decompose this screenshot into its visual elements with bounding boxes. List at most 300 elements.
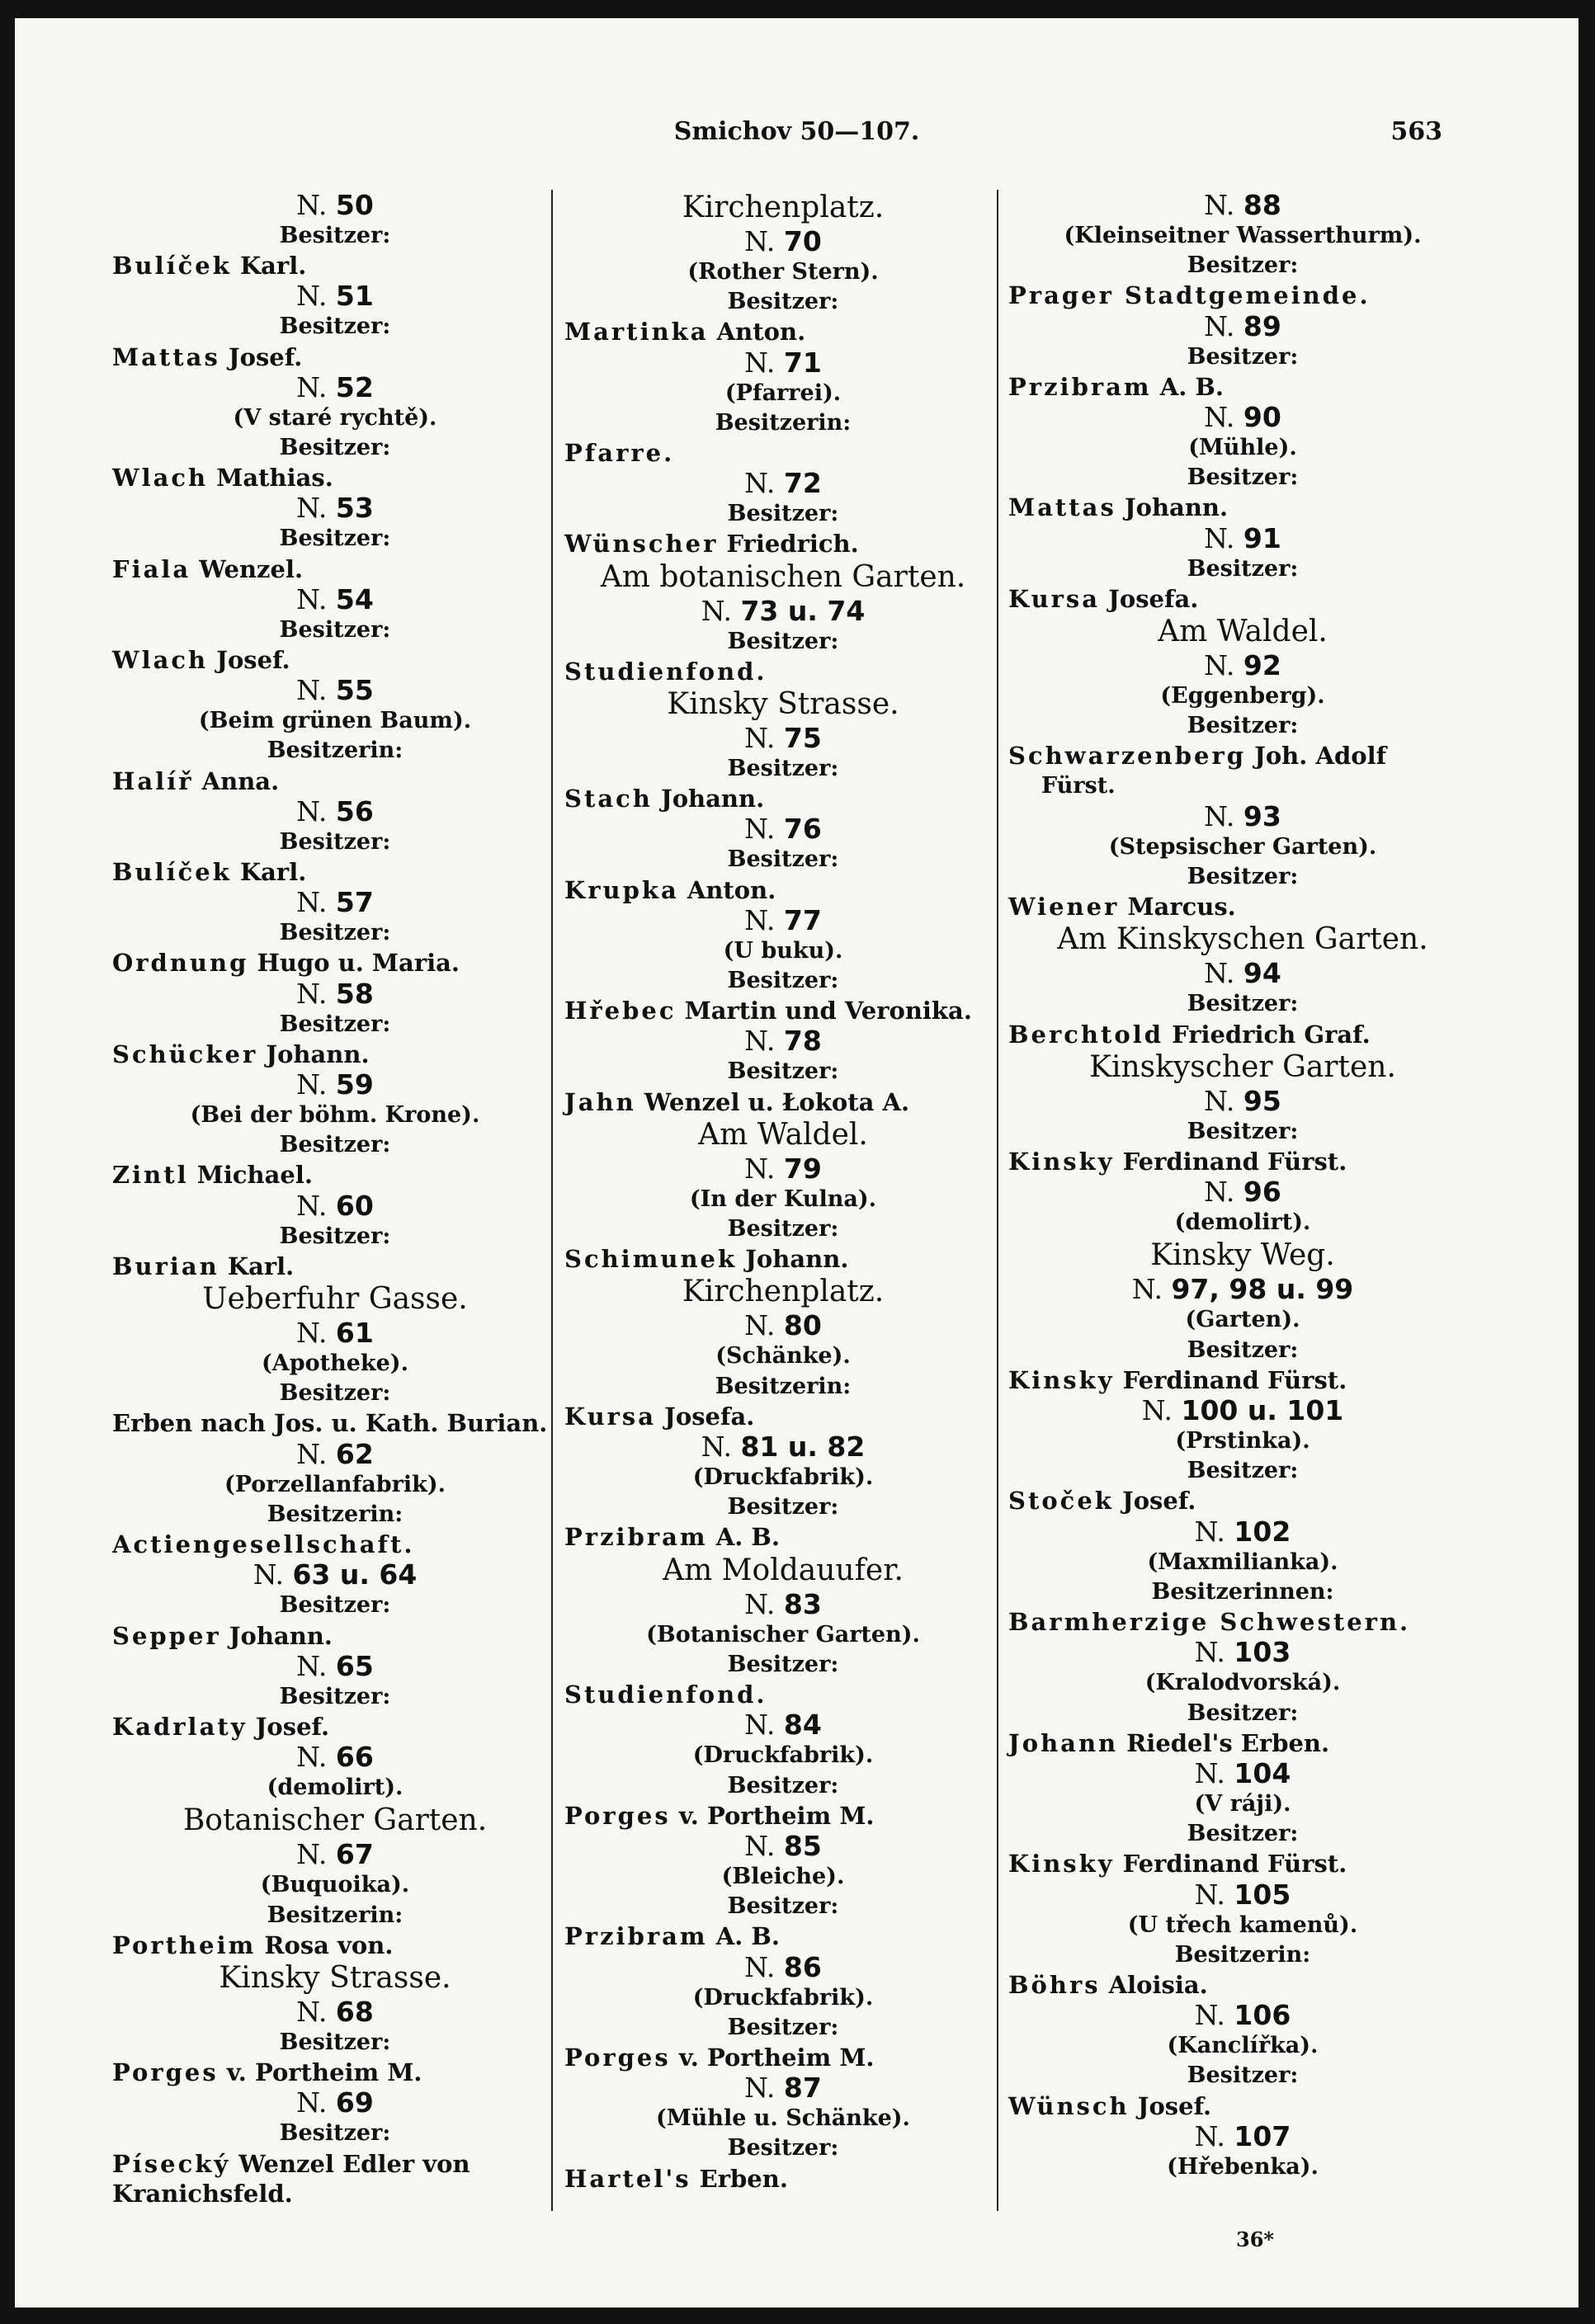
house-number [1008, 1395, 1477, 1426]
number-prefix: N. [744, 722, 784, 755]
number-value: 91 [1243, 521, 1281, 554]
house-name: (V ráji). [1194, 1790, 1291, 1817]
owner-given: Riedel's Erben. [1118, 1728, 1330, 1757]
house-number [112, 1742, 558, 1773]
owner-label: Besitzer: [1187, 464, 1299, 491]
number-prefix: N. [1194, 1999, 1234, 2032]
number-value: 80 [783, 1309, 822, 1342]
owner-name [564, 2043, 1002, 2072]
number-value: 75 [783, 722, 822, 755]
owner-label: Besitzer: [279, 1683, 391, 1709]
owner-name [564, 1680, 1002, 1709]
owner-given: Josef. [1129, 2091, 1212, 2120]
owner-given: Erben nach Jos. u. Kath. Burian. [112, 1409, 548, 1438]
house-name: (Kleinseitner Wasserthurm). [1064, 223, 1422, 248]
owner-name [1008, 1849, 1477, 1879]
house-number [112, 796, 558, 827]
owner-label: Besitzer: [279, 1223, 391, 1249]
number-value: 72 [783, 467, 822, 500]
owner-name [112, 766, 558, 796]
owner-label: Besitzer: [727, 2014, 839, 2040]
owner-continuation: Fürst. [1041, 772, 1116, 799]
number-value: 52 [335, 370, 374, 403]
owner-label: Besitzerin: [267, 1501, 403, 1527]
owner-surname: Kinsky [1008, 1850, 1115, 1879]
number-prefix: N. [1194, 1515, 1234, 1548]
owner-surname: Halíř [112, 766, 194, 795]
owner-surname: Johann [1008, 1728, 1119, 1757]
owner-name [1008, 1020, 1477, 1049]
owner-surname: Portheim [112, 1930, 257, 1959]
number-prefix: N. [1204, 957, 1243, 990]
number-prefix: N. [1204, 189, 1243, 221]
number-value: 56 [335, 794, 374, 827]
owner-given: Hugo u. Maria. [248, 949, 460, 978]
owner-given: v. Portheim M. [670, 1801, 875, 1830]
house-number [1008, 958, 1477, 989]
street-heading: Kinsky Strasse. [219, 1960, 451, 1995]
owner-label: Besitzer: [279, 1132, 391, 1158]
house-name: (Stepsischer Garten). [1108, 833, 1377, 860]
house-name: (Druckfabrik). [692, 1984, 874, 2011]
owner-label: Besitzer: [279, 223, 391, 248]
owner-surname: Bulíček [112, 252, 232, 280]
column-1 [112, 190, 558, 2219]
owner-label: Besitzer: [279, 1380, 391, 1407]
number-value: 93 [1243, 799, 1281, 832]
owner-surname: Stach [564, 785, 653, 813]
owner-surname: Schimunek [564, 1245, 738, 1274]
owner-name [1008, 1970, 1477, 2000]
number-prefix: N. [1204, 521, 1243, 554]
owner-label: Besitzer: [1187, 343, 1299, 370]
number-prefix: N. [744, 346, 784, 379]
owner-label: Besitzer: [1187, 1336, 1299, 1363]
owner-name [564, 996, 1002, 1025]
owner-label: Besitzer: [279, 2029, 391, 2055]
number-prefix: N. [296, 977, 336, 1010]
owner-given: Josefa. [1100, 584, 1199, 613]
owner-name [564, 529, 1002, 559]
owner-name [1008, 1728, 1477, 1758]
number-prefix: N. [744, 813, 784, 846]
house-name: (Buquoika). [260, 1872, 410, 1898]
number-value: 90 [1243, 401, 1281, 434]
owner-name [1008, 493, 1477, 522]
number-value: 86 [783, 1950, 822, 1983]
house-number [112, 1839, 558, 1870]
number-value: 87 [783, 2072, 822, 2105]
owner-surname: Wlach [112, 464, 209, 493]
number-value: 94 [1243, 957, 1281, 990]
number-value: 58 [335, 977, 374, 1010]
owner-surname: Wünscher [564, 530, 719, 559]
house-number [564, 226, 1002, 257]
number-prefix: N. [1204, 401, 1243, 434]
owner-surname: Kursa [1008, 584, 1101, 613]
owner-name [112, 342, 558, 372]
owner-name [112, 251, 558, 280]
owner-name [112, 1930, 558, 1960]
owner-surname: Fiala [112, 554, 191, 583]
house-number [112, 675, 558, 706]
number-prefix: N. [744, 1950, 784, 1983]
street-heading: Ueberfuhr Gasse. [202, 1282, 468, 1317]
number-value: 51 [335, 280, 374, 313]
owner-label: Besitzer: [279, 920, 391, 946]
owner-surname: Wünsch [1008, 2091, 1130, 2120]
owner-name [564, 317, 1002, 346]
house-name: (Rother Stern). [687, 259, 879, 285]
number-prefix: N. [701, 594, 741, 627]
house-number [564, 596, 1002, 627]
owner-name [564, 1921, 1002, 1951]
owner-given: Kranichsfeld. [112, 2179, 293, 2208]
owner-given: Joh. Adolf [1246, 742, 1387, 771]
owner-surname: Zintl [112, 1161, 189, 1190]
owner-surname: Schücker [112, 1039, 258, 1068]
street-heading: Kirchenplatz. [682, 1275, 885, 1309]
house-name: (Beim grünen Baum). [198, 708, 472, 734]
owner-name [112, 1621, 558, 1651]
house-name: (Bleiche). [721, 1863, 845, 1889]
owner-label: Besitzer: [279, 1592, 391, 1619]
house-number [1008, 1879, 1477, 1911]
house-name: (Porzellanfabrik). [224, 1471, 446, 1497]
house-name: (Mühle u. Schänke). [656, 2105, 910, 2132]
number-value: 104 [1234, 1756, 1291, 1789]
number-prefix: N. [1194, 1636, 1234, 1669]
owner-label: Besitzer: [279, 616, 391, 643]
number-prefix: N. [296, 1437, 336, 1470]
number-prefix: N. [1204, 1084, 1243, 1117]
house-number [112, 978, 558, 1010]
owner-label: Besitzer: [279, 2120, 391, 2147]
number-value: 95 [1243, 1084, 1281, 1117]
number-prefix: N. [1194, 1878, 1234, 1911]
street-heading: Kirchenplatz. [682, 191, 885, 224]
house-name: (Druckfabrik). [692, 1464, 874, 1491]
number-prefix: N. [296, 1838, 336, 1871]
number-value: 63 u. 64 [292, 1558, 418, 1591]
owner-surname: Kadrlaty [112, 1712, 248, 1741]
owner-surname: Písecký [112, 2149, 231, 2178]
owner-surname: Burian [112, 1252, 219, 1280]
number-prefix: N. [1194, 1756, 1234, 1789]
owner-label: Besitzer: [1187, 1458, 1299, 1484]
owner-label: Besitzer: [1187, 1821, 1299, 1847]
house-number [564, 468, 1002, 499]
owner-label: Besitzer: [727, 1893, 839, 1920]
owner-name [112, 1530, 558, 1559]
number-value: 67 [335, 1838, 374, 1871]
owner-surname: Mattas [112, 342, 220, 371]
owner-given: v. Portheim M. [670, 2043, 875, 2072]
owner-surname: Ordnung [112, 949, 249, 978]
number-value: 88 [1243, 189, 1281, 221]
owner-given: Josefa. [656, 1402, 755, 1431]
owner-label: Besitzer: [279, 435, 391, 461]
house-number [564, 1025, 1002, 1057]
number-value: 73 u. 74 [740, 594, 866, 627]
house-name: (U buku). [723, 937, 843, 964]
number-prefix: N. [1194, 2119, 1234, 2152]
owner-given: Erben. [691, 2164, 788, 2193]
owner-label: Besitzerin: [267, 738, 403, 764]
owner-given: Martin und Veronika. [676, 997, 972, 1025]
house-number [112, 1651, 558, 1682]
number-prefix: N. [296, 674, 336, 707]
number-value: 105 [1234, 1878, 1291, 1911]
owner-label: Besitzer: [727, 846, 839, 873]
number-value: 96 [1243, 1176, 1281, 1209]
owner-given: Michael. [188, 1161, 313, 1190]
house-name: (Hřebenka). [1167, 2153, 1319, 2180]
owner-name [1008, 1486, 1477, 1516]
number-value: 100 u. 101 [1181, 1394, 1344, 1427]
owner-label: Besitzer: [1187, 1699, 1299, 1726]
owner-name [112, 554, 558, 584]
street-heading: Am Moldauufer. [663, 1553, 904, 1587]
owner-name [112, 1252, 558, 1281]
number-prefix: N. [744, 1829, 784, 1862]
street-heading: Kinskyscher Garten. [1089, 1049, 1396, 1084]
house-number [564, 1431, 1002, 1463]
street-heading: Kinsky Weg. [1150, 1238, 1335, 1273]
owner-label: Besitzerin: [267, 1902, 403, 1928]
street-heading: Am botanischen Garten. [600, 559, 966, 594]
number-value: 85 [783, 1829, 822, 1862]
number-prefix: N. [744, 1152, 784, 1185]
house-number [1008, 523, 1477, 554]
number-prefix: N. [296, 1317, 336, 1350]
street-heading: Am Waldel. [1158, 615, 1328, 649]
owner-label: Besitzer: [1187, 2062, 1299, 2089]
owner-given: Johann. [1116, 493, 1229, 522]
street-heading: Am Kinskyschen Garten. [1057, 922, 1428, 957]
house-number [1008, 1758, 1477, 1789]
owner-label: Besitzer: [1187, 864, 1299, 890]
owner-given: Ferdinand Fürst. [1114, 1850, 1347, 1879]
house-number [564, 1589, 1002, 1620]
signature-mark: 36* [1236, 2227, 1274, 2251]
owner-name [564, 1244, 1002, 1274]
owner-given: Friedrich Graf. [1163, 1020, 1371, 1049]
number-prefix: N. [296, 886, 336, 919]
house-name: (Eggenberg). [1160, 683, 1325, 709]
house-number [564, 813, 1002, 845]
house-name: (Botanischer Garten). [646, 1621, 920, 1648]
owner-label: Besitzer: [279, 526, 391, 552]
owner-name [1008, 1365, 1477, 1395]
owner-label: Besitzer: [1187, 252, 1299, 279]
owner-name [112, 948, 558, 978]
house-number [1008, 2121, 1477, 2152]
house-name: (V staré rychtě). [233, 404, 437, 431]
owner-surname: Hartel's [564, 2164, 691, 2193]
number-prefix: N. [1204, 1176, 1243, 1209]
owner-surname: Porges [112, 2058, 219, 2087]
number-prefix: N. [296, 492, 336, 525]
number-prefix: N. [296, 582, 336, 615]
house-number [564, 1310, 1002, 1341]
owner-name [564, 657, 1002, 686]
owner-surname: Mattas [1008, 493, 1116, 522]
number-prefix: N. [701, 1431, 741, 1464]
number-prefix: N. [296, 1189, 336, 1222]
number-value: 89 [1243, 309, 1281, 342]
owner-given: Johann. [652, 785, 765, 813]
number-prefix: N. [296, 370, 336, 403]
owner-surname: Przibram [564, 1523, 708, 1552]
owner-name [112, 1712, 558, 1742]
street-heading: Botanischer Garten. [182, 1803, 488, 1838]
number-value: 68 [335, 1995, 374, 2028]
house-number [1008, 1637, 1477, 1668]
owner-given: Karl. [231, 252, 307, 280]
owner-surname: Bulíček [112, 858, 232, 887]
number-prefix: N. [1204, 309, 1243, 342]
number-value: 77 [783, 903, 822, 936]
owner-label: Besitzerin: [715, 1373, 852, 1399]
street-heading: Am Waldel. [698, 1117, 868, 1152]
number-value: 97, 98 u. 99 [1171, 1273, 1354, 1306]
number-prefix: N. [744, 225, 784, 257]
owner-name [564, 1402, 1002, 1431]
house-number [1008, 190, 1477, 221]
number-value: 66 [335, 1741, 374, 1774]
house-number [1008, 311, 1477, 342]
owner-name [112, 645, 558, 675]
column-rule-1 [551, 190, 553, 2211]
number-value: 79 [783, 1152, 822, 1185]
number-prefix: N. [296, 794, 336, 827]
owner-given: A. B. [707, 1922, 781, 1951]
number-value: 70 [783, 225, 822, 257]
number-value: 107 [1234, 2119, 1291, 2152]
house-name: (Pfarrei). [724, 379, 842, 406]
number-value: 65 [335, 1649, 374, 1682]
owner-given: Wenzel u. Łokota A. [635, 1087, 910, 1116]
owner-name [564, 1801, 1002, 1831]
house-number [112, 493, 558, 524]
owner-label: Besitzer: [727, 1216, 839, 1242]
owner-surname: Schwarzenberg [1008, 742, 1247, 771]
house-name: (demolirt). [267, 1775, 403, 1801]
owner-given: v. Portheim M. [218, 2058, 422, 2087]
house-number [564, 2072, 1002, 2104]
owner-name [1008, 1147, 1477, 1176]
owner-label: Besitzer: [727, 1058, 839, 1085]
owner-given: A. B. [707, 1523, 781, 1552]
number-prefix: N. [296, 2086, 336, 2119]
house-number [564, 1709, 1002, 1741]
house-number [112, 372, 558, 403]
owner-given: Josef. [219, 342, 303, 371]
owner-given: Karl. [231, 858, 307, 887]
house-number [112, 280, 558, 312]
column-2 [564, 190, 1002, 2219]
owner-surname: Böhrs [1008, 1970, 1101, 1999]
owner-label: Besitzer: [727, 628, 839, 654]
owner-given: Josef. [1113, 1487, 1196, 1516]
house-name: (Kralodvorská). [1144, 1670, 1341, 1696]
owner-given: Johann. [737, 1245, 849, 1274]
house-number [112, 2087, 558, 2119]
house-number [564, 1952, 1002, 1983]
number-value: 106 [1234, 1999, 1291, 2032]
owner-surname: Pfarre. [564, 439, 675, 468]
number-prefix: N. [1204, 649, 1243, 682]
owner-name [1008, 892, 1477, 922]
owner-given: Anton. [678, 875, 776, 904]
number-prefix: N. [296, 280, 336, 313]
house-number [112, 1318, 558, 1349]
number-value: 62 [335, 1437, 374, 1470]
owner-name [1008, 584, 1477, 614]
number-prefix: N. [744, 1025, 784, 1058]
number-value: 61 [335, 1317, 374, 1350]
owner-given: Ferdinand Fürst. [1114, 1365, 1347, 1394]
number-value: 76 [783, 813, 822, 846]
number-value: 55 [335, 674, 374, 707]
number-value: 92 [1243, 649, 1281, 682]
column-rule-2 [997, 190, 998, 2211]
owner-label: Besitzer: [727, 501, 839, 527]
owner-label: Besitzer: [727, 1772, 839, 1798]
owner-label: Besitzerinnen: [1151, 1578, 1334, 1605]
owner-surname: Studienfond. [564, 1681, 767, 1709]
owner-name [112, 1160, 558, 1190]
owner-name [564, 1522, 1002, 1552]
number-prefix: N. [252, 1558, 293, 1591]
owner-name [1008, 280, 1477, 310]
number-prefix: N. [1141, 1394, 1182, 1427]
number-prefix: N. [1204, 799, 1243, 832]
owner-name [564, 1087, 1002, 1117]
owner-surname: Jahn [564, 1087, 636, 1116]
number-prefix: N. [296, 1649, 336, 1682]
owner-given: Wenzel. [191, 554, 304, 583]
number-prefix: N. [296, 1068, 336, 1101]
street-heading: Kinsky Strasse. [667, 687, 899, 722]
house-number [112, 887, 558, 918]
page-header [15, 117, 1578, 158]
owner-surname: Porges [564, 1801, 671, 1830]
owner-label: Besitzer: [727, 1494, 839, 1520]
number-value: 78 [783, 1025, 822, 1058]
owner-name [1008, 1607, 1477, 1637]
house-number [564, 1831, 1002, 1862]
house-number [564, 347, 1002, 379]
owner-surname: Actiengesellschaft. [112, 1530, 415, 1559]
house-number [112, 190, 558, 221]
number-value: 69 [335, 2086, 374, 2119]
owner-label: Besitzer: [1187, 713, 1299, 739]
owner-given: A. B. [1151, 372, 1225, 401]
number-prefix: N. [744, 467, 784, 500]
owner-name [112, 2058, 558, 2087]
number-prefix: N. [1131, 1273, 1172, 1306]
column-3 [1008, 190, 1477, 2219]
number-value: 59 [335, 1068, 374, 1101]
owner-surname: Berchtold [1008, 1020, 1164, 1049]
owner-given: Ferdinand Fürst. [1114, 1148, 1347, 1176]
owner-given: Friedrich. [718, 530, 859, 559]
owner-given: Wenzel Edler von [230, 2149, 470, 2178]
owner-label: Besitzer: [279, 828, 391, 855]
owner-given: Johann. [257, 1039, 370, 1068]
